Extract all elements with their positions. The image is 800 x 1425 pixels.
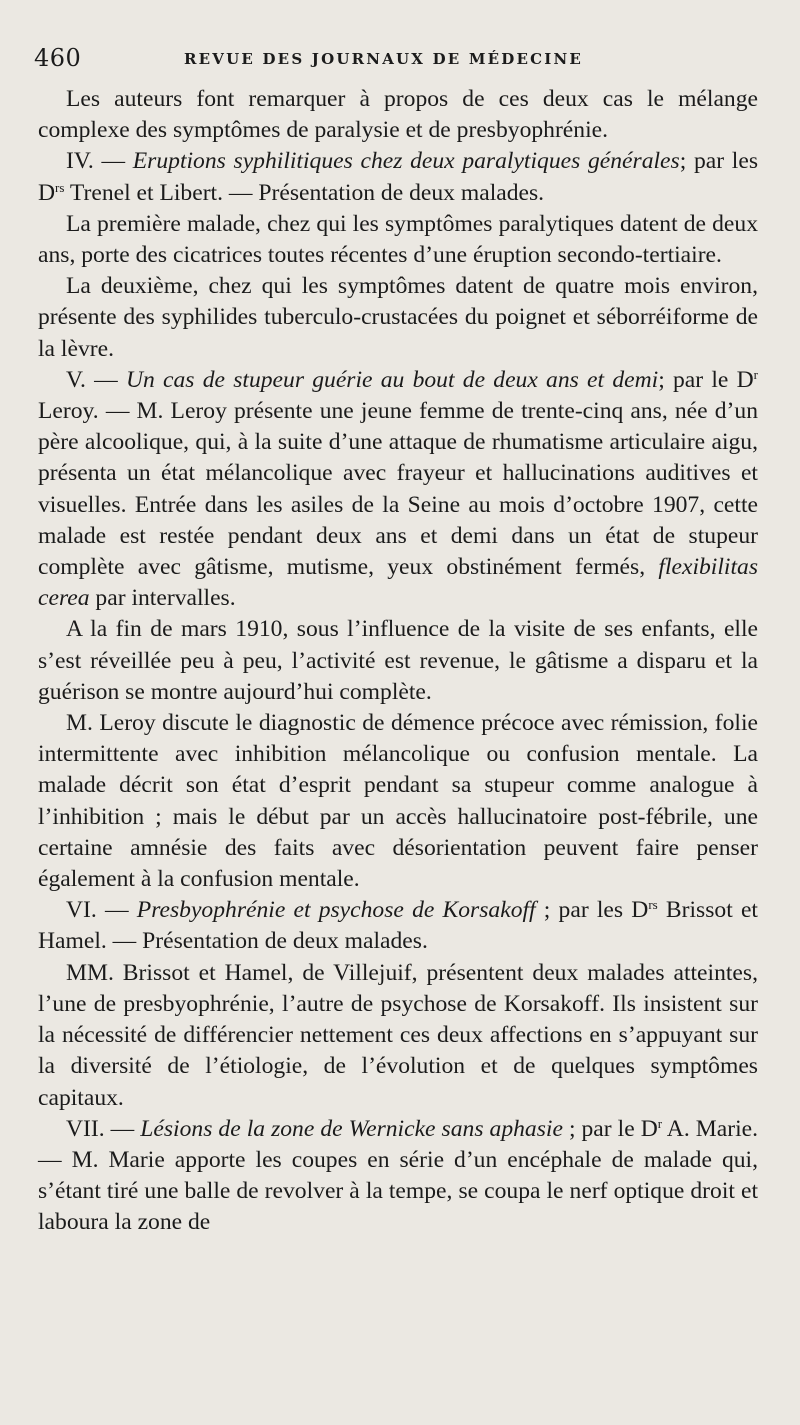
page-number: 460 [34, 44, 82, 72]
section-title: Presbyophrénie et psychose de Korsakoff [136, 897, 536, 924]
section-number: IV. — [66, 148, 133, 175]
superscript: r [657, 1115, 663, 1131]
section-text: ; par les D [535, 897, 649, 924]
section-text: Trenel et Libert. — Présentation de deux malades. [64, 179, 545, 206]
section-vii [38, 1114, 758, 1239]
section-text: A. Marie. — M. Marie apporte les coupes en série d’un encéphale de malade qui, s’étant tiré une balle de revolver à la tempe, se coupa le nerf optique droit et laboura la zone de [38, 1115, 758, 1236]
italic-term: flexibilitas cerea [38, 554, 758, 612]
section-text: ; par le D [658, 366, 754, 393]
superscript: r [753, 366, 758, 382]
article-body [38, 84, 758, 1239]
section-number: VII. — [66, 1115, 141, 1142]
paragraph: A la fin de mars 1910, sous l’influence de la visite de ses enfants, elle s’est réveillée peu à peu, l’activité est revenue, le gâtisme a disparu et la guérison se montre aujourd’hui complète. [38, 616, 758, 705]
paragraph-intro: Les auteurs font remarquer à propos de ces deux cas le mélange complexe des symptômes de paralysie et de presbyophrénie. [38, 86, 758, 144]
paragraph: La première malade, chez qui les symptômes paralytiques datent de deux ans, porte des cicatrices toutes récentes d’une éruption secondo-tertiaire. [38, 210, 758, 269]
page-header [34, 44, 760, 76]
section-number: V. — [66, 366, 126, 393]
section-text: ; par les D [38, 148, 758, 206]
section-text: ; par le D [562, 1115, 658, 1142]
running-title: REVUE DES JOURNAUX DE MÉDECINE [184, 50, 584, 68]
section-text: Leroy. — M. Leroy présente une jeune femme de trente-cinq ans, née d’un père alcoolique, qui, à la suite d’une attaque de rhumatisme articulaire aigu, présenta un état mélancolique avec frayeur et hallucinations auditives et visuelles. Entrée dans les asiles de la Seine au mois d’octobre 1907, cette malade est restée pendant deux ans et demi dans un état de stupeur complète avec gâtisme, mutisme, yeux obstinément fermés, [38, 398, 758, 581]
superscript: rs [648, 897, 658, 913]
section-v [38, 365, 758, 615]
superscript: rs [55, 179, 65, 195]
section-vi [38, 895, 758, 957]
paragraph: La deuxième, chez qui les symptômes datent de quatre mois environ, présente des syphilides tuberculo-crustacées du poignet et séborréiforme de la lèvre. [38, 273, 758, 362]
section-title: Un cas de stupeur guérie au bout de deux ans et demi [125, 366, 659, 393]
section-title: Eruptions syphilitiques chez deux paralytiques générales [132, 148, 680, 175]
section-title: Lésions de la zone de Wernicke sans aphasie [140, 1115, 563, 1142]
section-text: Brissot et Hamel. — Présentation de deux malades. [38, 897, 758, 955]
section-number: VI. — [66, 897, 137, 924]
section-iv [38, 146, 758, 208]
paragraph: M. Leroy discute le diagnostic de démence précoce avec rémission, folie intermittente avec inhibition mélancolique ou confusion mentale. La malade décrit son état d’esprit pendant sa stupeur comme analogue à l’inhibition ; mais le début par un accès hallucinatoire post-fébrile, une certaine amnésie des faits avec désorientation peuvent faire penser également à la confusion mentale. [38, 710, 758, 893]
paragraph: MM. Brissot et Hamel, de Villejuif, présentent deux malades atteintes, l’une de presbyophrénie, l’autre de psychose de Korsakoff. Ils insistent sur la nécessité de différencier nettement ces deux affections en s’appuyant sur la diversité de l’étiologie, de l’évolution et de quelques symptômes capitaux. [38, 959, 758, 1111]
section-text: par intervalles. [89, 585, 236, 612]
